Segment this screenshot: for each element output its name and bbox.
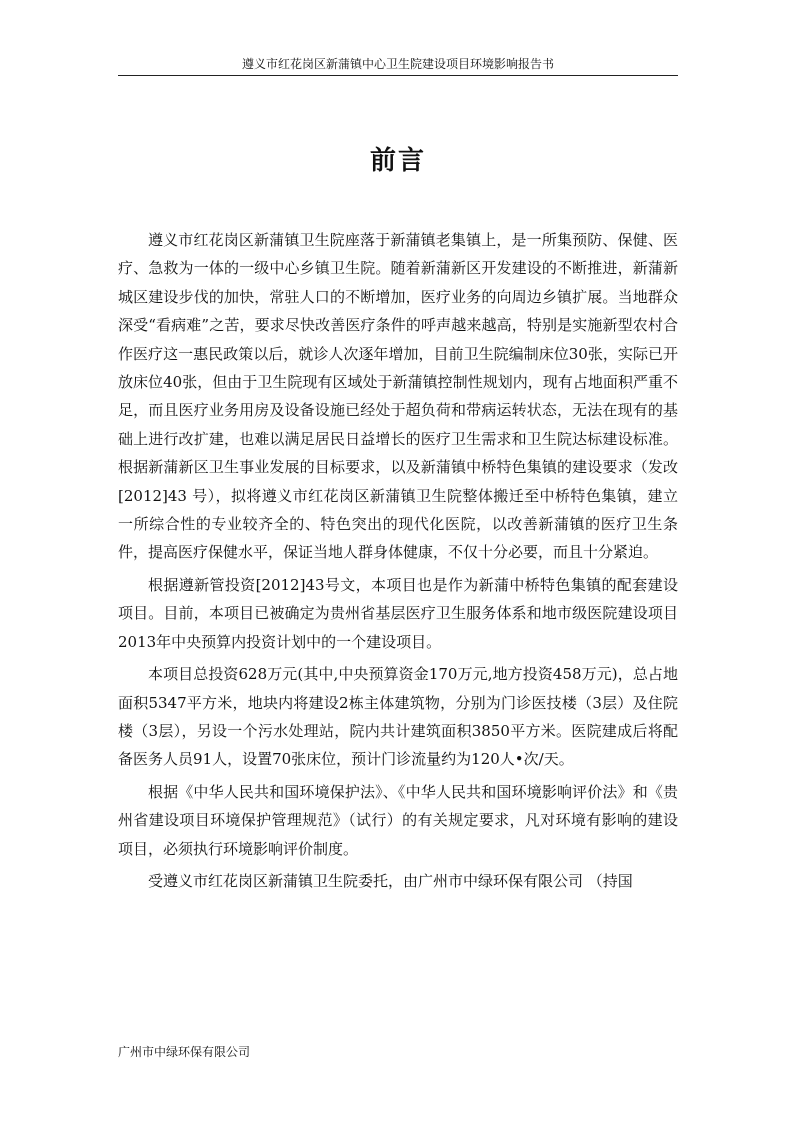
page-title: 前言 [369,146,426,176]
running-header: 遵义市红花岗区新蒲镇中心卫生院建设项目环境影响报告书 [241,57,554,71]
header-divider [118,75,678,76]
paragraph: 受遵义市红花岗区新蒲镇卫生院委托，由广州市中绿环保有限公司 （持国 [148,871,633,890]
paragraph: 本项目总投资628万元(其中,中央预算资金170万元,地方投资458万元)，总占地面积5347平方米，地块内将建设2栋主体建筑物，分别为门诊医技楼（3层）及住院楼（3层），另设一个污水处理站，院内共计建筑面积3850平方米。医院建成后将配备医务人员91人，设置70张床位，预计门诊流量约为120人•次/天。 [118,665,678,769]
footer-company: 广州市中绿环保有限公司 [118,1045,251,1059]
body-text [118,226,678,899]
paragraph: 遵义市红花岗区新蒲镇卫生院座落于新蒲镇老集镇上，是一所集预防、保健、医疗、急救为一体的一级中心乡镇卫生院。随着新蒲新区开发建设的不断推进，新蒲新城区建设步伐的加快，常驻人口的不断增加，医疗业务的向周边乡镇扩展。当地群众深受“看病难”之苦，要求尽快改善医疗条件的呼声越来越高，特别是实施新型农村合作医疗这一惠民政策以后，就诊人次逐年增加，目前卫生院编制床位30张，实际已开放床位40张，但由于卫生院现有区域处于新蒲镇控制性规划内，现有占地面积严重不足，而且医疗业务用房及设备设施已经处于超负荷和带病运转状态，无法在现有的基础上进行改扩建，也难以满足居民日益增长的医疗卫生需求和卫生院达标建设标准。根据新蒲新区卫生事业发展的目标要求，以及新蒲镇中桥特色集镇的建设要求（发改[2012]43 号），拟将遵义市红花岗区新蒲镇卫生院整体搬迁至中桥特色集镇，建立一所综合性的专业较齐全的、特色突出的现代化医院，以改善新蒲镇的医疗卫生条件，提高医疗保健水平，保证当地人群身体健康，不仅十分必要，而且十分紧迫。 [118,231,678,562]
paragraph: 根据遵新管投资[2012]43号文，本项目也是作为新蒲中桥特色集镇的配套建设项目。目前，本项目已被确定为贵州省基层医疗卫生服务体系和地市级医院建设项目2013年中央预算内投资计划中的一个建设项目。 [118,575,678,651]
paragraph: 根据《中华人民共和国环境保护法》、《中华人民共和国环境影响评价法》和《贵州省建设项目环境保护管理规范》（试行）的有关规定要求，凡对环境有影响的建设项目，必须执行环境影响评价制度。 [118,782,678,858]
